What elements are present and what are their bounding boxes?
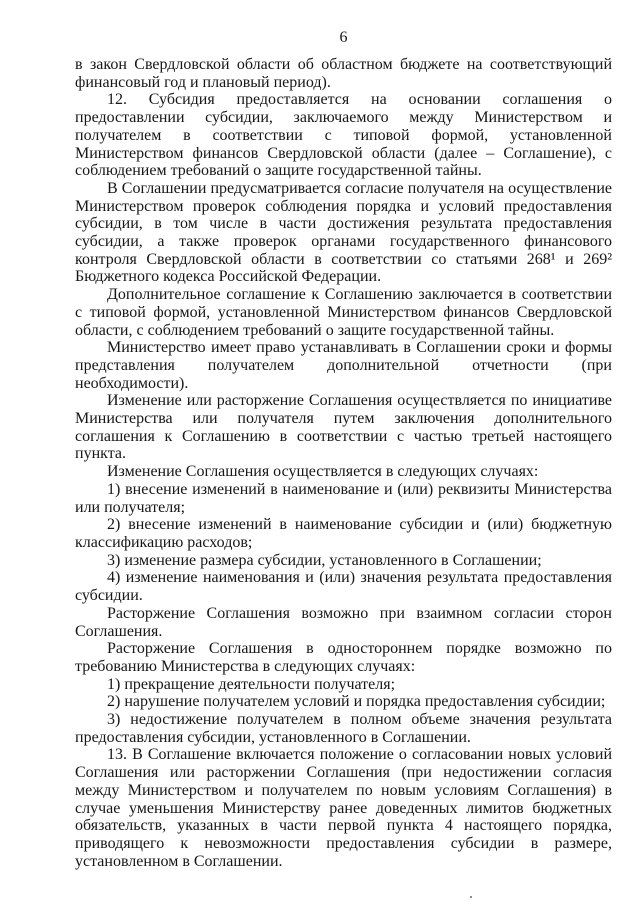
paragraph: 1) прекращение деятельности получателя; xyxy=(107,675,396,693)
paragraph: 4) изменение наименования и (или) значения результата предоставления субсидии. xyxy=(75,569,612,605)
paragraph: 3) изменение размера субсидии, установленного в Соглашении; xyxy=(107,551,542,569)
paragraph: 13. В Соглашение включается положение о согласовании новых условий Соглашения или расторжении Соглашения (при недостижении согласия между Министерством и получателем по новым условиям Соглашения) в случае уменьшения Министерству ранее доведенных лимитов бюджетных обязательств, указанных в части первой пункта 4 настоящего порядка, приводящего к невозможности предоставления субсидии в размере, установленном в Соглашении. xyxy=(75,746,612,870)
paragraph: Расторжение Соглашения возможно при взаимном согласии сторон Соглашения. xyxy=(75,604,612,640)
paragraph: В Соглашении предусматривается согласие получателя на осуществление Министерством проверок соблюдения порядка и условий предоставления субсидии, в том числе в части достижения результата предоставления субсидии, а также проверок органами государственного финансового контроля Свердловской области в соответствии со статьями 268¹ и 269² Бюджетного кодекса Российской Федерации. xyxy=(75,179,612,286)
scan-artifact-dot xyxy=(470,896,472,898)
paragraph: 2) внесение изменений в наименование субсидии и (или) бюджетную классификацию расходов; xyxy=(75,516,612,551)
paragraph: Расторжение Соглашения в одностороннем порядке возможно по требованию Министерства в следующих случаях: xyxy=(75,640,612,675)
text-block xyxy=(75,56,612,870)
paragraph: Министерство имеет право устанавливать в Соглашении сроки и формы представления получателем дополнительной отчетности (при необходимости). xyxy=(75,339,612,392)
paragraph: 1) внесение изменений в наименование и (или) реквизиты Министерства или получателя; xyxy=(75,480,612,516)
paragraph: 2) нарушение получателем условий и порядка предоставления субсидии; xyxy=(107,693,606,711)
paragraph: Дополнительное соглашение к Соглашению заключается в соответствии с типовой формой, установленной Министерством финансов Свердловской области, с соблюдением требований о защите государственной тайны. xyxy=(75,286,612,339)
paragraph: 12. Субсидия предоставляется на основании соглашения о предоставлении субсидии, заключаемого между Министерством и получателем в соответствии с типовой формой, установленной Министерством финансов Свердловской области (далее – Соглашение), с соблюдением требований о защите государственной тайны. xyxy=(75,91,612,180)
paragraph: в закон Свердловской области об областном бюджете на соответствующий финансовый год и плановый период). xyxy=(75,56,612,91)
paragraph: 3) недостижение получателем в полном объеме значения результата предоставления субсидии, установленного в Соглашении. xyxy=(75,711,612,746)
page-number: 6 xyxy=(339,29,348,46)
paragraph: Изменение или расторжение Соглашения осуществляется по инициативе Министерства или получателя путем заключения дополнительного соглашения к Соглашению в соответствии с частью третьей настоящего пункта. xyxy=(75,392,612,463)
paragraph: Изменение Соглашения осуществляется в следующих случаях: xyxy=(107,463,539,481)
